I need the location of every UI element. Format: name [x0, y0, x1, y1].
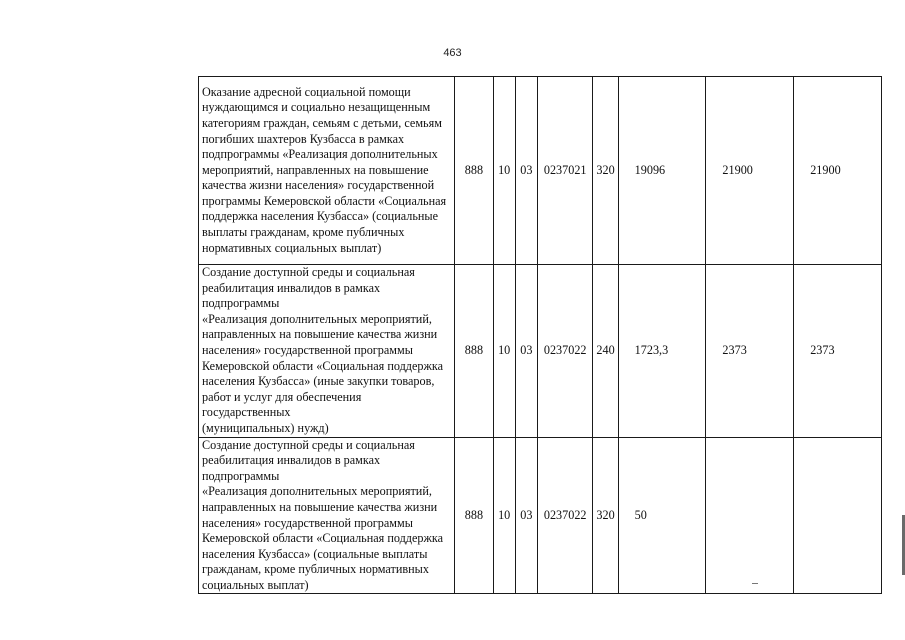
table-row	[199, 437, 882, 594]
subsection-code: 03	[515, 265, 537, 438]
row-description: Создание доступной среды и социальная реабилитация инвалидов в рамках подпрограммы «Реализация дополнительных мероприятий, направленных на повышение качества жизни населения» государственной программы Кемеровской области «Социальная поддержка населения Кузбасса» (иные закупки товаров, работ и услуг для обеспечения государственных (муниципальных) нужд)	[199, 265, 455, 438]
amount-year-3	[794, 437, 882, 594]
row-description: Оказание адресной социальной помощи нуждающимся и социально незащищенным категориям граждан, семьям с детьми, семьям погибших шахтеров Кузбасса в рамках подпрограммы «Реализация дополнительных мероприятий, направленных на повышение качества жизни населения» государственной программы Кемеровской области «Социальная поддержка населения Кузбасса» (социальные выплаты гражданам, кроме публичных нормативных социальных выплат)	[199, 77, 455, 265]
amount-year-2: 21900	[706, 77, 794, 265]
amount-year-1: 19096	[618, 77, 706, 265]
table-row	[199, 77, 882, 265]
amount-year-1: 50	[618, 437, 706, 594]
amount-year-2: 2373	[706, 265, 794, 438]
amount-year-2	[706, 437, 794, 594]
section-code: 10	[493, 437, 515, 594]
section-code: 10	[493, 77, 515, 265]
expense-type-code: 240	[593, 265, 618, 438]
amount-year-3: 2373	[794, 265, 882, 438]
scan-dash-mark	[752, 583, 758, 584]
amount-year-3: 21900	[794, 77, 882, 265]
row-description: Создание доступной среды и социальная реабилитация инвалидов в рамках подпрограммы «Реализация дополнительных мероприятий, направленных на повышение качества жизни населения» государственной программы Кемеровской области «Социальная поддержка населения Кузбасса» (социальные выплаты гражданам, кроме публичных нормативных социальных выплат)	[199, 437, 455, 594]
subsection-code: 03	[515, 437, 537, 594]
target-code: 0237021	[537, 77, 592, 265]
amount-year-1: 1723,3	[618, 265, 706, 438]
subsection-code: 03	[515, 77, 537, 265]
section-code: 10	[493, 265, 515, 438]
table-row	[199, 265, 882, 438]
budget-table	[198, 76, 882, 594]
ministry-code: 888	[455, 437, 493, 594]
expense-type-code: 320	[593, 437, 618, 594]
expense-type-code: 320	[593, 77, 618, 265]
page-number: 463	[443, 47, 462, 59]
ministry-code: 888	[455, 77, 493, 265]
target-code: 0237022	[537, 265, 592, 438]
target-code: 0237022	[537, 437, 592, 594]
ministry-code: 888	[455, 265, 493, 438]
